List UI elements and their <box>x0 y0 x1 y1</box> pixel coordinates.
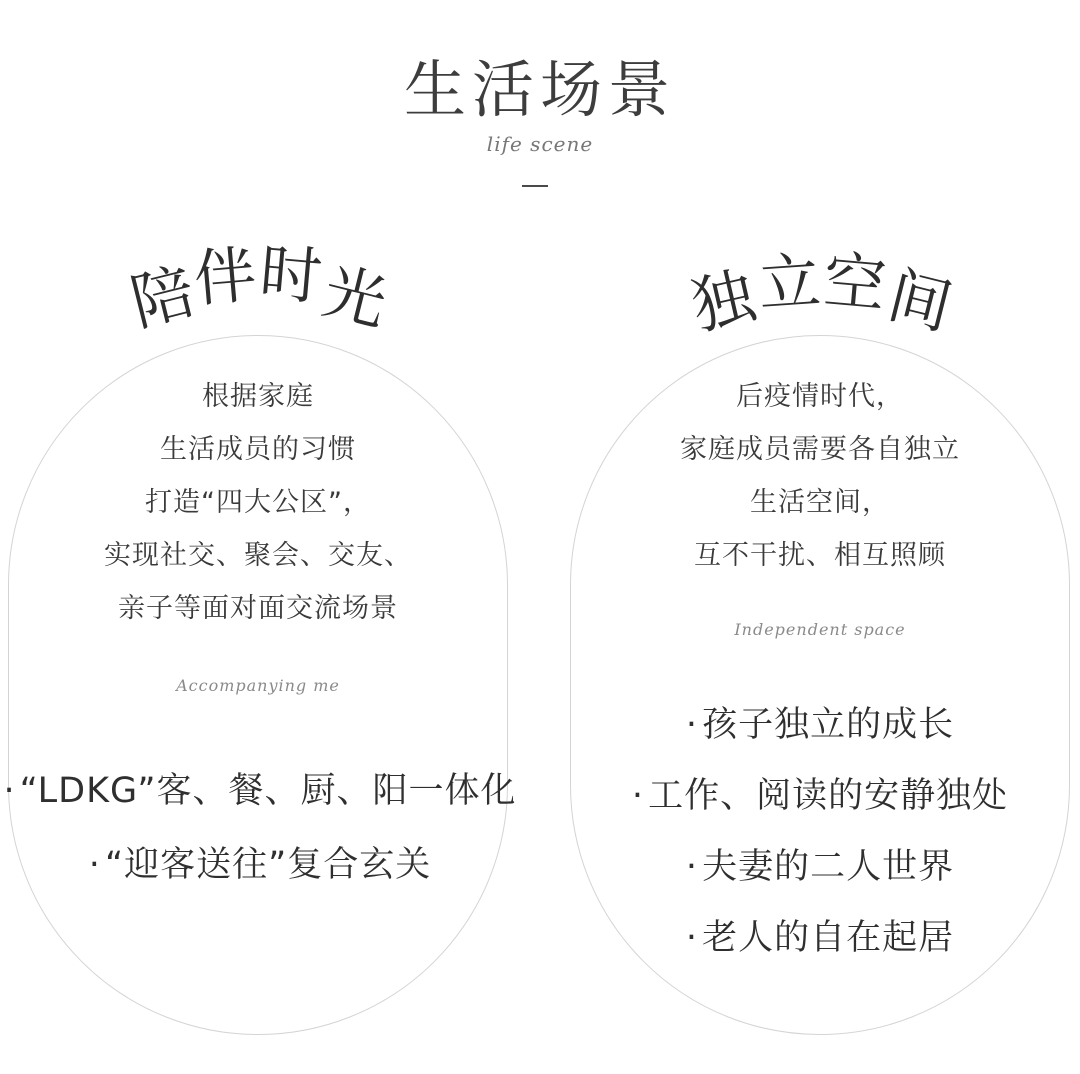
bullet-dot: · <box>685 847 699 887</box>
list-item-text: “迎客送往”复合玄关 <box>104 845 432 885</box>
intro-line: 互不干扰、相互照顾 <box>694 540 946 571</box>
list-item <box>0 754 520 828</box>
list-item <box>560 761 1080 832</box>
left-title-char-3: 时 <box>256 235 325 314</box>
list-item <box>560 903 1080 974</box>
bullet-dot: · <box>88 845 101 885</box>
intro-line: 家庭成员需要各自独立 <box>680 434 960 465</box>
list-item <box>560 832 1080 903</box>
list-item <box>560 690 1080 761</box>
right-title-char-3: 空 <box>820 243 889 322</box>
intro-line: 生活空间， <box>750 487 890 518</box>
list-item-text: “LDKG”客、餐、厨、阳一体化 <box>19 771 517 811</box>
intro-line: 打造“四大公区”， <box>145 487 371 518</box>
right-title-char-1: 独 <box>684 258 762 344</box>
page-subtitle: life scene <box>486 132 594 156</box>
page-title: 生活场景 <box>403 53 676 126</box>
intro-line: 根据家庭 <box>202 381 314 412</box>
bullet-dot: · <box>631 776 645 816</box>
bullet-dot: · <box>685 918 699 958</box>
list-item-text: 夫妻的二人世界 <box>702 847 955 887</box>
bullet-dot: · <box>3 771 16 811</box>
left-script-label: Accompanying me <box>176 676 340 695</box>
intro-line: 生活成员的习惯 <box>160 434 356 465</box>
left-bullet-list <box>0 754 520 902</box>
left-panel-intro <box>8 370 508 635</box>
intro-line: 亲子等面对面交流场景 <box>118 593 398 624</box>
left-title-char-2: 伴 <box>191 237 260 316</box>
right-title-char-2: 立 <box>756 243 823 322</box>
bullet-dot: · <box>685 705 699 745</box>
title-divider <box>522 185 548 187</box>
right-title-char-4: 间 <box>881 258 960 345</box>
right-bullet-list <box>560 690 1080 974</box>
left-title-char-4: 光 <box>316 254 395 341</box>
left-title-char-1: 陪 <box>123 254 202 341</box>
right-panel-intro <box>570 370 1070 582</box>
list-item-text: 孩子独立的成长 <box>702 705 955 745</box>
list-item-text: 工作、阅读的安静独处 <box>648 776 1009 816</box>
list-item-text: 老人的自在起居 <box>702 918 955 958</box>
right-script-label: Independent space <box>734 620 906 639</box>
list-item <box>0 828 520 902</box>
intro-line: 实现社交、聚会、交友、 <box>104 540 412 571</box>
intro-line: 后疫情时代， <box>736 381 904 412</box>
